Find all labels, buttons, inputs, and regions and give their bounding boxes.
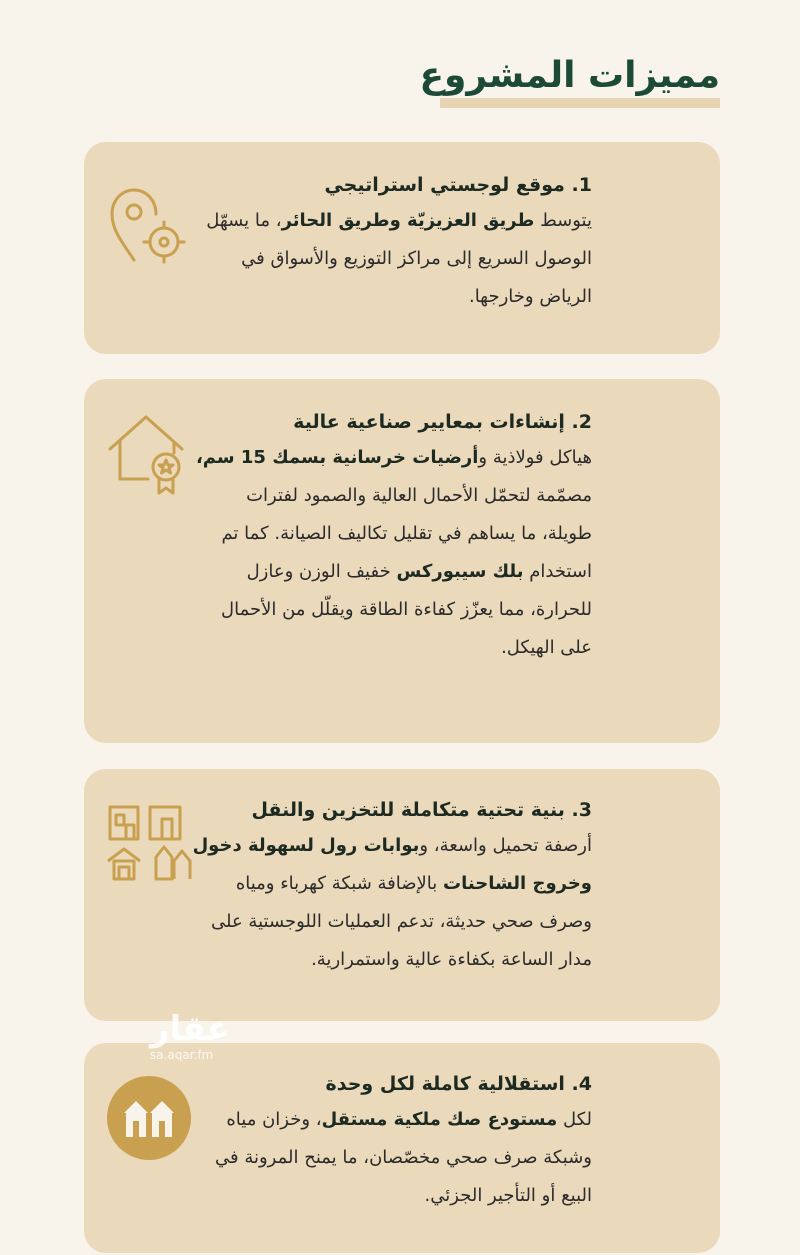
feature-body: لكل مستودع صك ملكية مستقل، وخزان مياه وشبكة صرف صحي مخصّصان، ما يمنح المرونة في البيع أو التأجير الجزئي. — [215, 1109, 592, 1206]
feature-title: 2. إنشاءات بمعايير صناعية عالية — [293, 411, 592, 433]
page-title: مميزات المشروع — [419, 55, 720, 96]
infrastructure-icon — [104, 799, 194, 889]
location-target-icon — [104, 182, 194, 272]
feature-title: 4. استقلالية كاملة لكل وحدة — [325, 1073, 592, 1095]
feature-content — [192, 1073, 592, 1215]
feature-body: أرصفة تحميل واسعة، وبوابات رول لسهولة دخول وخروج الشاحنات بالإضافة شبكة كهرباء ومياه وصرف صحي حديثة، تدعم العمليات اللوجستية على مدار الساعة بكفاءة عالية واستمرارية. — [192, 835, 592, 970]
feature-title: 1. موقع لوجستي استراتيجي — [324, 174, 592, 196]
feature-card-infrastructure — [84, 769, 720, 1021]
feature-card-independence — [84, 1043, 720, 1253]
watermark-url: sa.aqar.fm — [150, 1048, 214, 1062]
feature-content — [192, 799, 592, 979]
feature-title: 3. بنية تحتية متكاملة للتخزين والنقل — [251, 799, 592, 821]
feature-card-construction — [84, 379, 720, 743]
feature-content — [192, 174, 592, 316]
feature-card-location — [84, 142, 720, 354]
feature-content — [192, 411, 592, 667]
units-icon — [104, 1073, 194, 1163]
feature-body: هياكل فولاذية وأرضيات خرسانية بسمك 15 سم، مصمّمة لتحمّل الأحمال العالية والصمود لفترات طويلة، ما يساهم في تقليل تكاليف الصيانة. كما تم استخدام بلك سيبوركس خفيف الوزن وعازل للحرارة، مما يعزّز كفاءة الطاقة ويقلّل من الأحمال على الهيكل. — [195, 447, 592, 658]
watermark — [150, 1010, 285, 1070]
watermark-logo: عقار — [150, 1009, 231, 1049]
page-title-block — [419, 48, 720, 108]
feature-body: يتوسط طريق العزيزيّة وطريق الحائر، ما يسهّل الوصول السريع إلى مراكز التوزيع والأسواق في الرياض وخارجها. — [206, 210, 592, 307]
house-badge-icon — [104, 409, 194, 499]
